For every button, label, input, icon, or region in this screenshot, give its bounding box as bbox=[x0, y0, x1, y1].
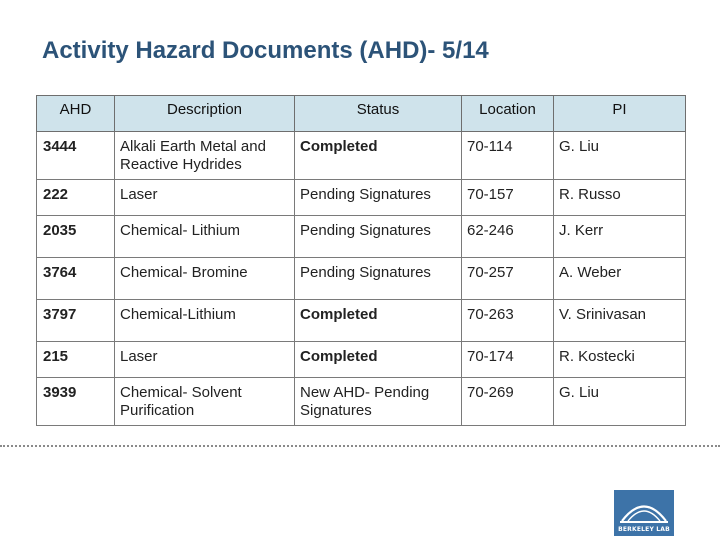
cell-ahd: 2035 bbox=[37, 216, 115, 258]
header-ahd: AHD bbox=[37, 96, 115, 132]
cell-location: 70-157 bbox=[462, 180, 554, 216]
cell-location: 62-246 bbox=[462, 216, 554, 258]
cell-status: Pending Signatures bbox=[295, 216, 462, 258]
header-row bbox=[37, 96, 686, 132]
table-row bbox=[37, 342, 686, 378]
header-status: Status bbox=[295, 96, 462, 132]
cell-description: Chemical- Lithium bbox=[115, 216, 295, 258]
cell-status: Pending Signatures bbox=[295, 180, 462, 216]
table-row bbox=[37, 378, 686, 426]
header-location: Location bbox=[462, 96, 554, 132]
header-description: Description bbox=[115, 96, 295, 132]
table-row bbox=[37, 300, 686, 342]
cell-ahd: 3444 bbox=[37, 132, 115, 180]
cell-status: Completed bbox=[295, 132, 462, 180]
cell-location: 70-269 bbox=[462, 378, 554, 426]
cell-status: Pending Signatures bbox=[295, 258, 462, 300]
table-row bbox=[37, 216, 686, 258]
cell-pi: R. Kostecki bbox=[554, 342, 686, 378]
header-pi: PI bbox=[554, 96, 686, 132]
footer-divider bbox=[0, 445, 720, 447]
cell-location: 70-174 bbox=[462, 342, 554, 378]
cell-description: Laser bbox=[115, 342, 295, 378]
cell-ahd: 3797 bbox=[37, 300, 115, 342]
cell-description: Chemical-Lithium bbox=[115, 300, 295, 342]
cell-status: Completed bbox=[295, 342, 462, 378]
cell-pi: R. Russo bbox=[554, 180, 686, 216]
cell-description: Alkali Earth Metal and Reactive Hydrides bbox=[115, 132, 295, 180]
cell-ahd: 3764 bbox=[37, 258, 115, 300]
cell-pi: V. Srinivasan bbox=[554, 300, 686, 342]
cell-pi: G. Liu bbox=[554, 132, 686, 180]
table-row bbox=[37, 180, 686, 216]
table-header bbox=[37, 96, 686, 132]
cell-status: Completed bbox=[295, 300, 462, 342]
table-body bbox=[37, 132, 686, 426]
table-row bbox=[37, 132, 686, 180]
cell-status: New AHD- Pending Signatures bbox=[295, 378, 462, 426]
cell-description: Laser bbox=[115, 180, 295, 216]
cell-pi: J. Kerr bbox=[554, 216, 686, 258]
cell-pi: A. Weber bbox=[554, 258, 686, 300]
cell-description: Chemical- Bromine bbox=[115, 258, 295, 300]
cell-location: 70-257 bbox=[462, 258, 554, 300]
cell-ahd: 215 bbox=[37, 342, 115, 378]
ahd-table bbox=[36, 95, 686, 426]
cell-pi: G. Liu bbox=[554, 378, 686, 426]
cell-location: 70-114 bbox=[462, 132, 554, 180]
slide-title: Activity Hazard Documents (AHD)- 5/14 bbox=[42, 37, 489, 64]
berkeley-lab-logo bbox=[614, 490, 674, 536]
logo-text: BERKELEY LAB bbox=[618, 526, 670, 533]
cell-description: Chemical- Solvent Purification bbox=[115, 378, 295, 426]
cell-location: 70-263 bbox=[462, 300, 554, 342]
cell-ahd: 222 bbox=[37, 180, 115, 216]
table-row bbox=[37, 258, 686, 300]
cell-ahd: 3939 bbox=[37, 378, 115, 426]
